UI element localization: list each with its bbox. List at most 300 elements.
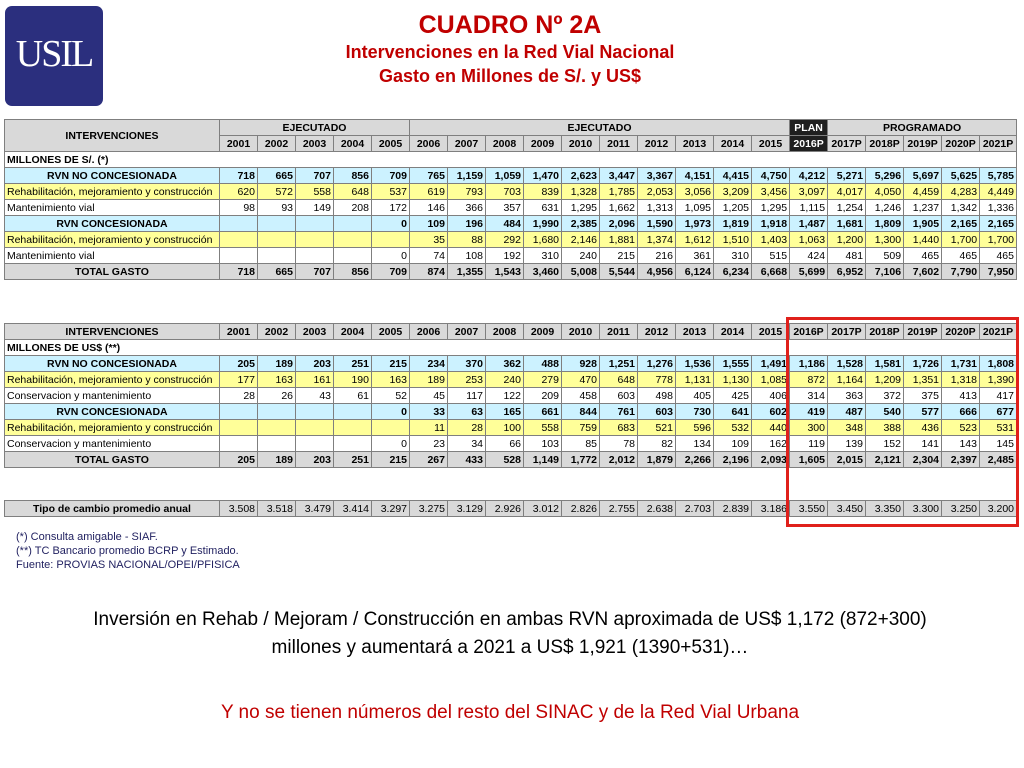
- cell-value: [296, 216, 334, 232]
- year-header: 2002: [258, 136, 296, 152]
- cell-value: 74: [410, 248, 448, 264]
- cell-value: 189: [258, 356, 296, 372]
- cell-value: 6,668: [752, 264, 790, 280]
- cell-value: [296, 404, 334, 420]
- year-header: 2018P: [866, 324, 904, 340]
- row-label: RVN NO CONCESIONADA: [5, 168, 220, 184]
- cell-value: 1,581: [866, 356, 904, 372]
- cell-value: 189: [410, 372, 448, 388]
- cell-value: 2,485: [980, 452, 1017, 468]
- cell-value: 1,276: [638, 356, 676, 372]
- cell-value: [334, 420, 372, 436]
- cell-value: 2.755: [600, 501, 638, 517]
- cell-value: 267: [410, 452, 448, 468]
- cell-value: 3.186: [752, 501, 790, 517]
- cell-value: 1,819: [714, 216, 752, 232]
- cell-value: 203: [296, 356, 334, 372]
- row-label: Rehabilitación, mejoramiento y construcción: [5, 372, 220, 388]
- cell-value: 1,681: [828, 216, 866, 232]
- cell-value: 1,510: [714, 232, 752, 248]
- cell-value: 2,096: [600, 216, 638, 232]
- cell-value: [296, 232, 334, 248]
- cell-value: 1,731: [942, 356, 980, 372]
- cell-value: 1,237: [904, 200, 942, 216]
- cell-value: 23: [410, 436, 448, 452]
- cell-value: 641: [714, 404, 752, 420]
- cell-value: 436: [904, 420, 942, 436]
- cell-value: 874: [410, 264, 448, 280]
- cell-value: 1,355: [448, 264, 486, 280]
- cell-value: [334, 248, 372, 264]
- cell-value: 1,295: [752, 200, 790, 216]
- cell-value: 253: [448, 372, 486, 388]
- cell-value: 279: [524, 372, 562, 388]
- cell-value: 251: [334, 452, 372, 468]
- cell-value: 778: [638, 372, 676, 388]
- cell-value: 139: [828, 436, 866, 452]
- cell-value: 1,200: [828, 232, 866, 248]
- cell-value: 718: [220, 264, 258, 280]
- cell-value: 1,881: [600, 232, 638, 248]
- cell-value: 240: [562, 248, 600, 264]
- cell-value: 161: [296, 372, 334, 388]
- cell-value: 3.250: [942, 501, 980, 517]
- cell-value: 619: [410, 184, 448, 200]
- cell-value: 631: [524, 200, 562, 216]
- cell-value: 509: [866, 248, 904, 264]
- cell-value: 1,528: [828, 356, 866, 372]
- cell-value: 3.508: [220, 501, 258, 517]
- cell-value: 251: [334, 356, 372, 372]
- cell-value: 361: [676, 248, 714, 264]
- cell-value: 1,186: [790, 356, 828, 372]
- year-header: 2003: [296, 136, 334, 152]
- cell-value: 6,952: [828, 264, 866, 280]
- cell-value: 205: [220, 452, 258, 468]
- cell-value: [334, 232, 372, 248]
- cell-value: 531: [980, 420, 1017, 436]
- cell-value: 487: [828, 404, 866, 420]
- row-label: TOTAL GASTO: [5, 452, 220, 468]
- cell-value: 134: [676, 436, 714, 452]
- cell-value: 216: [638, 248, 676, 264]
- cell-value: 5,625: [942, 168, 980, 184]
- year-header: 2006: [410, 136, 448, 152]
- year-header: 2008: [486, 324, 524, 340]
- cell-value: 793: [448, 184, 486, 200]
- cell-value: 28: [220, 388, 258, 404]
- cell-value: 189: [258, 452, 296, 468]
- cell-value: 0: [372, 248, 410, 264]
- cell-value: 2.839: [714, 501, 752, 517]
- cell-value: 2.703: [676, 501, 714, 517]
- cell-value: 5,544: [600, 264, 638, 280]
- year-header: 2012: [638, 324, 676, 340]
- cell-value: 1,336: [980, 200, 1017, 216]
- year-header: 2021P: [980, 136, 1017, 152]
- cell-value: 1,470: [524, 168, 562, 184]
- cell-value: 1,130: [714, 372, 752, 388]
- cell-value: 1,313: [638, 200, 676, 216]
- year-header: 2010: [562, 324, 600, 340]
- cell-value: 33: [410, 404, 448, 420]
- cell-value: 1,700: [980, 232, 1017, 248]
- cell-value: 665: [258, 168, 296, 184]
- body-paragraph-highlight: Y no se tienen números del resto del SINAC y de la Red Vial Urbana: [220, 702, 800, 723]
- cell-value: 203: [296, 452, 334, 468]
- year-header: 2007: [448, 324, 486, 340]
- cell-value: 1,990: [524, 216, 562, 232]
- cell-value: 6,124: [676, 264, 714, 280]
- cell-value: 215: [600, 248, 638, 264]
- cell-value: 1,491: [752, 356, 790, 372]
- header-intervenciones: INTERVENCIONES: [5, 120, 220, 152]
- cell-value: 388: [866, 420, 904, 436]
- cell-value: 1,300: [866, 232, 904, 248]
- cell-value: 2,121: [866, 452, 904, 468]
- cell-value: 413: [942, 388, 980, 404]
- cell-value: 2,015: [828, 452, 866, 468]
- cell-value: 1,251: [600, 356, 638, 372]
- cell-value: [372, 232, 410, 248]
- cell-value: 2,165: [942, 216, 980, 232]
- cell-value: 3,367: [638, 168, 676, 184]
- cell-value: 205: [220, 356, 258, 372]
- year-header: 2008: [486, 136, 524, 152]
- cell-value: [258, 232, 296, 248]
- cell-value: 357: [486, 200, 524, 216]
- cell-value: 0: [372, 404, 410, 420]
- year-header: 2019P: [904, 136, 942, 152]
- year-header: 2012: [638, 136, 676, 152]
- table-row: [5, 264, 1017, 280]
- cell-value: 1,809: [866, 216, 904, 232]
- cell-value: 4,151: [676, 168, 714, 184]
- row-label: RVN NO CONCESIONADA: [5, 356, 220, 372]
- cell-value: 661: [524, 404, 562, 420]
- cell-value: [258, 420, 296, 436]
- cell-value: 34: [448, 436, 486, 452]
- cell-value: 1,318: [942, 372, 980, 388]
- cell-value: 162: [752, 436, 790, 452]
- cell-value: 1,131: [676, 372, 714, 388]
- year-header: 2005: [372, 136, 410, 152]
- cell-value: 1,254: [828, 200, 866, 216]
- year-header: 2018P: [866, 136, 904, 152]
- year-header: 2011: [600, 136, 638, 152]
- cell-value: 3.012: [524, 501, 562, 517]
- cell-value: 1,059: [486, 168, 524, 184]
- cell-value: 3.550: [790, 501, 828, 517]
- cell-value: 1,295: [562, 200, 600, 216]
- cell-value: 1,543: [486, 264, 524, 280]
- cell-value: 1,918: [752, 216, 790, 232]
- section-row: [5, 152, 1017, 168]
- cell-value: 2.826: [562, 501, 600, 517]
- row-label: Rehabilitación, mejoramiento y construcción: [5, 420, 220, 436]
- cell-value: 3.200: [980, 501, 1017, 517]
- year-header: 2020P: [942, 136, 980, 152]
- usil-logo: [5, 6, 103, 106]
- year-header: 2020P: [942, 324, 980, 340]
- cell-value: 3.300: [904, 501, 942, 517]
- cell-value: 465: [942, 248, 980, 264]
- row-label: RVN CONCESIONADA: [5, 216, 220, 232]
- cell-value: 1,342: [942, 200, 980, 216]
- logo-text: USIL: [15, 33, 93, 75]
- cell-value: 85: [562, 436, 600, 452]
- cell-value: 215: [372, 356, 410, 372]
- cell-value: 703: [486, 184, 524, 200]
- cell-value: [220, 248, 258, 264]
- cell-value: 406: [752, 388, 790, 404]
- cell-value: 4,956: [638, 264, 676, 280]
- cell-value: 1,785: [600, 184, 638, 200]
- cell-value: 310: [524, 248, 562, 264]
- cell-value: 1,440: [904, 232, 942, 248]
- highlight-box: [786, 317, 1019, 527]
- cell-value: 98: [220, 200, 258, 216]
- table-header-row: [5, 120, 1017, 136]
- row-label: Rehabilitación, mejoramiento y construcción: [5, 184, 220, 200]
- cell-value: 141: [904, 436, 942, 452]
- cell-value: 1,149: [524, 452, 562, 468]
- cell-value: 1,390: [980, 372, 1017, 388]
- cell-value: 577: [904, 404, 942, 420]
- footnotes: [16, 530, 240, 572]
- cell-value: 3,209: [714, 184, 752, 200]
- cell-value: [220, 404, 258, 420]
- cell-value: 1,209: [866, 372, 904, 388]
- cell-value: 417: [980, 388, 1017, 404]
- cell-value: 523: [942, 420, 980, 436]
- cell-value: 122: [486, 388, 524, 404]
- cell-value: 1,403: [752, 232, 790, 248]
- cell-value: 43: [296, 388, 334, 404]
- cell-value: 209: [524, 388, 562, 404]
- cell-value: 1,205: [714, 200, 752, 216]
- footnote-1: (*) Consulta amigable - SIAF.: [16, 531, 158, 543]
- year-header: 2003: [296, 324, 334, 340]
- table-soles: [4, 119, 1017, 280]
- cell-value: 172: [372, 200, 410, 216]
- year-header: 2009: [524, 324, 562, 340]
- cell-value: 2,304: [904, 452, 942, 468]
- row-label: Rehabilitación, mejoramiento y construcción: [5, 232, 220, 248]
- table-row: [5, 248, 1017, 264]
- header-ejecutado-1: EJECUTADO: [220, 120, 410, 136]
- cell-value: 372: [866, 388, 904, 404]
- cell-value: [334, 404, 372, 420]
- cell-value: 498: [638, 388, 676, 404]
- cell-value: 108: [448, 248, 486, 264]
- cell-value: 119: [790, 436, 828, 452]
- cell-value: 292: [486, 232, 524, 248]
- cell-value: 4,212: [790, 168, 828, 184]
- year-header: 2011: [600, 324, 638, 340]
- cell-value: 348: [828, 420, 866, 436]
- table-row: [5, 232, 1017, 248]
- cell-value: 603: [638, 404, 676, 420]
- cell-value: 234: [410, 356, 448, 372]
- cell-value: [372, 420, 410, 436]
- cell-value: 2.926: [486, 501, 524, 517]
- cell-value: 1,115: [790, 200, 828, 216]
- cell-value: 366: [448, 200, 486, 216]
- cell-value: 405: [676, 388, 714, 404]
- cell-value: 4,017: [828, 184, 866, 200]
- cell-value: [296, 436, 334, 452]
- cell-value: 1,487: [790, 216, 828, 232]
- cell-value: 5,699: [790, 264, 828, 280]
- cell-value: 3,460: [524, 264, 562, 280]
- cell-value: 363: [828, 388, 866, 404]
- cell-value: 2,397: [942, 452, 980, 468]
- cell-value: 5,697: [904, 168, 942, 184]
- cell-value: 3.518: [258, 501, 296, 517]
- cell-value: 2,623: [562, 168, 600, 184]
- cell-value: [296, 248, 334, 264]
- cell-value: 3.414: [334, 501, 372, 517]
- cell-value: 839: [524, 184, 562, 200]
- cell-value: 208: [334, 200, 372, 216]
- cell-value: 1,536: [676, 356, 714, 372]
- cell-value: [258, 248, 296, 264]
- cell-value: 82: [638, 436, 676, 452]
- cell-value: 558: [296, 184, 334, 200]
- cell-value: 5,271: [828, 168, 866, 184]
- row-label: Mantenimiento vial: [5, 248, 220, 264]
- cell-value: 709: [372, 264, 410, 280]
- row-label: Conservacion y mantenimiento: [5, 388, 220, 404]
- cell-value: 152: [866, 436, 904, 452]
- row-label: RVN CONCESIONADA: [5, 404, 220, 420]
- cell-value: 375: [904, 388, 942, 404]
- cell-value: 370: [448, 356, 486, 372]
- cell-value: 4,050: [866, 184, 904, 200]
- cell-value: 3,447: [600, 168, 638, 184]
- cell-value: 2,053: [638, 184, 676, 200]
- cell-value: 7,602: [904, 264, 942, 280]
- year-header: 2002: [258, 324, 296, 340]
- cell-value: 718: [220, 168, 258, 184]
- cell-value: 149: [296, 200, 334, 216]
- cell-value: [258, 216, 296, 232]
- cell-value: 163: [372, 372, 410, 388]
- cell-value: [334, 436, 372, 452]
- cell-value: 465: [904, 248, 942, 264]
- cell-value: 1,973: [676, 216, 714, 232]
- footnote-2: (**) TC Bancario promedio BCRP y Estimado.: [16, 545, 239, 557]
- cell-value: 145: [980, 436, 1017, 452]
- cell-value: 3,097: [790, 184, 828, 200]
- cell-value: 196: [448, 216, 486, 232]
- year-header: 2013: [676, 136, 714, 152]
- year-header: 2010: [562, 136, 600, 152]
- header-programado: PROGRAMADO: [828, 120, 1017, 136]
- year-header: 2009: [524, 136, 562, 152]
- cell-value: 1,063: [790, 232, 828, 248]
- cell-value: 1,879: [638, 452, 676, 468]
- year-header: 2005: [372, 324, 410, 340]
- cell-value: 1,590: [638, 216, 676, 232]
- cell-value: 192: [486, 248, 524, 264]
- cell-value: 6,234: [714, 264, 752, 280]
- cell-value: 4,415: [714, 168, 752, 184]
- cell-value: 78: [600, 436, 638, 452]
- cell-value: 4,283: [942, 184, 980, 200]
- cell-value: 26: [258, 388, 296, 404]
- table-row: [5, 184, 1017, 200]
- cell-value: 759: [562, 420, 600, 436]
- year-header: 2015: [752, 324, 790, 340]
- cell-value: 1,085: [752, 372, 790, 388]
- cell-value: 1,164: [828, 372, 866, 388]
- year-header: 2001: [220, 324, 258, 340]
- cell-value: 1,328: [562, 184, 600, 200]
- cell-value: 1,700: [942, 232, 980, 248]
- cell-value: 300: [790, 420, 828, 436]
- cell-value: 5,785: [980, 168, 1017, 184]
- cell-value: 730: [676, 404, 714, 420]
- cell-value: 1,605: [790, 452, 828, 468]
- year-header: 2006: [410, 324, 448, 340]
- cell-value: 528: [486, 452, 524, 468]
- cell-value: 2,093: [752, 452, 790, 468]
- title-block: [210, 10, 810, 88]
- cell-value: 1,662: [600, 200, 638, 216]
- footnote-source: Fuente: PROVIAS NACIONAL/OPEI/PFISICA: [16, 559, 240, 571]
- cell-value: 5,296: [866, 168, 904, 184]
- cell-value: 433: [448, 452, 486, 468]
- year-header: 2004: [334, 324, 372, 340]
- cell-value: 3.350: [866, 501, 904, 517]
- cell-value: 7,790: [942, 264, 980, 280]
- cell-value: 844: [562, 404, 600, 420]
- year-header: 2019P: [904, 324, 942, 340]
- row-label: Mantenimiento vial: [5, 200, 220, 216]
- cell-value: 707: [296, 264, 334, 280]
- cell-value: 103: [524, 436, 562, 452]
- cell-value: [258, 404, 296, 420]
- cell-value: 3,456: [752, 184, 790, 200]
- cell-value: 1,680: [524, 232, 562, 248]
- cell-value: 596: [676, 420, 714, 436]
- cell-value: 3.275: [410, 501, 448, 517]
- cell-value: 2,165: [980, 216, 1017, 232]
- cell-value: 765: [410, 168, 448, 184]
- row-label: Conservacion y mantenimiento: [5, 436, 220, 452]
- cell-value: 93: [258, 200, 296, 216]
- year-header: 2017P: [828, 324, 866, 340]
- cell-value: 4,750: [752, 168, 790, 184]
- cell-value: 3.450: [828, 501, 866, 517]
- page-subtitle: Intervenciones en la Red Vial Nacional: [345, 42, 675, 62]
- cell-value: 61: [334, 388, 372, 404]
- page-subtitle-2: Gasto en Millones de S/. y US$: [378, 66, 642, 86]
- cell-value: 5,008: [562, 264, 600, 280]
- cell-value: 117: [448, 388, 486, 404]
- cell-value: 1,612: [676, 232, 714, 248]
- cell-value: [220, 232, 258, 248]
- year-header: 2017P: [828, 136, 866, 152]
- cell-value: 7,950: [980, 264, 1017, 280]
- cell-value: [296, 420, 334, 436]
- cell-value: 1,808: [980, 356, 1017, 372]
- cell-value: 440: [752, 420, 790, 436]
- cell-value: 856: [334, 264, 372, 280]
- cell-value: 2,266: [676, 452, 714, 468]
